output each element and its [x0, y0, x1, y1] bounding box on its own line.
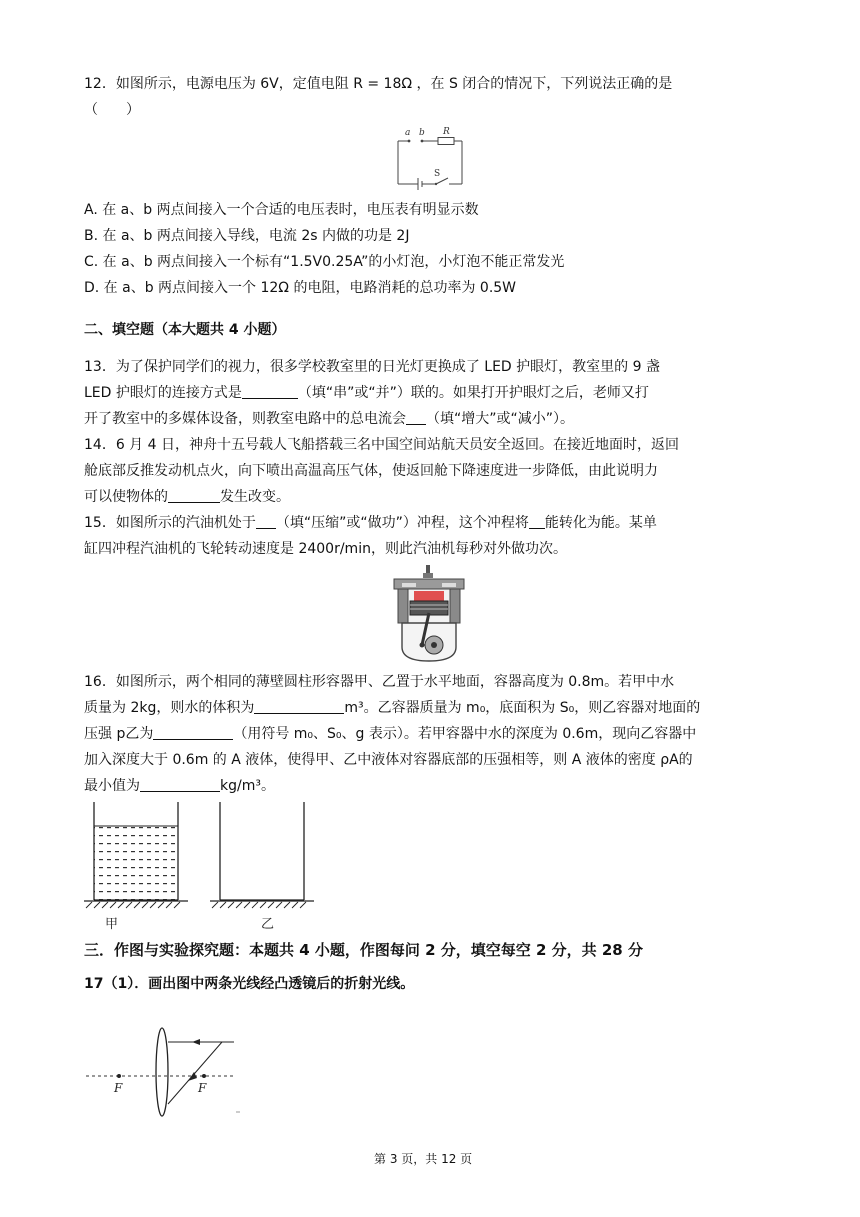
q12-option-d: D. 在 a、b 两点间接入一个 12Ω 的电阻，电路消耗的总功率为 0.5W — [84, 280, 517, 296]
circuit-label-r: R — [443, 127, 450, 137]
q14-line1: 14．6 月 4 日，神舟十五号载人飞船搭载三名中国空间站航天员安全返回。在接近地面时，返回 — [84, 437, 679, 453]
circuit-diagram — [390, 124, 470, 190]
containers-diagram — [82, 800, 322, 932]
section2-title: 二、填空题（本大题共 4 小题） — [84, 322, 286, 338]
container-label-jia: 甲 — [105, 917, 119, 932]
q12-option-a: A. 在 a、b 两点间接入一个合适的电压表时，电压表有明显示数 — [84, 202, 479, 218]
q12-option-c: C. 在 a、b 两点间接入一个标有“1.5V0.25A”的小灯泡，小灯泡不能正常发光 — [84, 254, 565, 270]
q16-line4: 加入深度大于 0.6m 的 A 液体，使得甲、乙中液体对容器底部的压强相等，则 A 液体的密度 ρA的 — [84, 752, 693, 768]
q13-line3: 开了教室中的多媒体设备，则教室电路中的总电流会 （填“增大”或“减小”）。 — [84, 411, 575, 427]
q13-line2: LED 护眼灯的连接方式是 （填“串”或“并”）联的。如果打开护眼灯之后，老师又打 — [84, 385, 649, 401]
circuit-label-a: a — [405, 128, 411, 138]
focus-label-right: F — [198, 1081, 207, 1095]
q17-prompt: 17（1）．画出图中两条光线经凸透镜后的折射光线。 — [84, 976, 415, 992]
q16-line5: 最小值为 kg/m³。 — [84, 778, 275, 794]
page-footer: 第 3 页，共 12 页 — [374, 1152, 473, 1166]
q16-line1: 16．如图所示，两个相同的薄壁圆柱形容器甲、乙置于水平地面，容器高度为 0.8m。若甲中水 — [84, 674, 675, 690]
q16-line3: 压强 p乙为 （用符号 m₀、S₀、g 表示）。若甲容器中水的深度为 0.6m，现向乙容器中 — [84, 726, 697, 742]
q14-line3: 可以使物体的 发生改变。 — [84, 489, 290, 505]
q15-line1: 15．如图所示的汽油机处于 （填“压缩”或“做功”）冲程，这个冲程将 能转化为能。某单 — [84, 515, 657, 531]
q12-paren: （ ） — [84, 102, 140, 118]
circuit-label-b: b — [419, 128, 425, 138]
q15-line2: 缸四冲程汽油机的飞轮转动速度是 2400r/min，则此汽油机每秒对外做功次。 — [84, 541, 567, 557]
container-label-yi: 乙 — [261, 917, 275, 932]
section3-title: 三．作图与实验探究题：本题共 4 小题，作图每问 2 分，填空每空 2 分，共 28 分 — [84, 941, 643, 959]
q16-line2: 质量为 2kg，则水的体积为 m³。乙容器质量为 m₀，底面积为 S₀，则乙容器对地面的 — [84, 700, 701, 716]
lens-diagram — [84, 1024, 244, 1120]
q12-option-b: B. 在 a、b 两点间接入导线，电流 2s 内做的功是 2J — [84, 228, 410, 244]
q14-line2: 舱底部反推发动机点火，向下喷出高温高压气体，使返回舱下降速度进一步降低，由此说明力 — [84, 463, 658, 479]
circuit-label-s: S — [434, 169, 441, 179]
q13-line1: 13．为了保护同学们的视力，很多学校教室里的日光灯更换成了 LED 护眼灯，教室里的 9 盏 — [84, 359, 660, 375]
engine-diagram — [388, 565, 470, 663]
focus-label-left: F — [114, 1081, 123, 1095]
q12-stem: 12．如图所示，电源电压为 6V，定值电阻 R = 18Ω ，在 S 闭合的情况下，下列说法正确的是 — [84, 76, 673, 92]
